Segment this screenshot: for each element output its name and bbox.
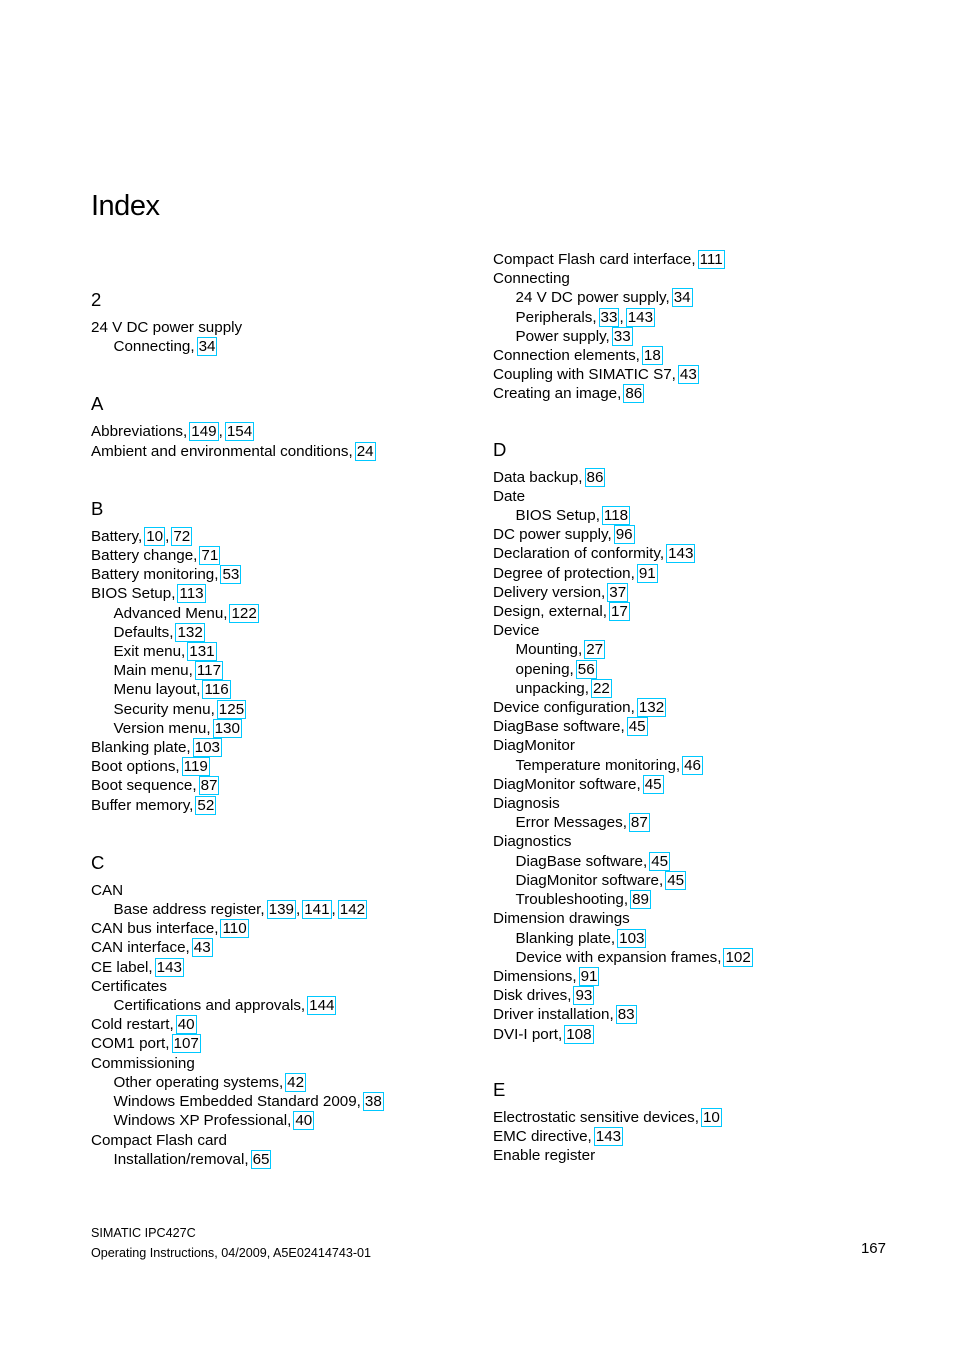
entry-text: DC power supply, (493, 526, 612, 544)
entry-text: Diagnosis (493, 795, 560, 813)
entry-text: DiagMonitor (493, 737, 575, 755)
index-subentry (493, 288, 893, 307)
entry-text: BIOS Setup, (515, 507, 600, 525)
entry-text: Base address register, (113, 901, 265, 919)
entry-text: DiagBase software, (515, 852, 648, 870)
page-link[interactable]: 143 (156, 958, 182, 976)
index-entry (91, 938, 471, 957)
index-column-right (493, 250, 893, 1165)
entry-text: Battery, (91, 527, 143, 545)
entry-text: Power supply, (515, 327, 610, 345)
index-entry (493, 775, 893, 794)
index-entry (493, 621, 893, 640)
index-entry (493, 1146, 893, 1165)
index-entry (493, 1127, 893, 1146)
entry-text: Buffer memory, (91, 796, 194, 814)
entry-text: Security menu, (113, 700, 215, 718)
index-entry (493, 269, 893, 288)
index-entry (493, 583, 893, 602)
page-link[interactable]: 113 (179, 585, 204, 603)
index-subentry (493, 660, 893, 679)
entry-text: Connecting (493, 270, 570, 288)
index-subentry (91, 1092, 471, 1111)
index-subentry (91, 604, 471, 623)
entry-text: DiagMonitor software, (515, 871, 664, 889)
page-link[interactable]: 142 (339, 901, 366, 919)
page-link[interactable]: 10 (702, 1108, 720, 1126)
index-subentry (91, 623, 471, 642)
page-link[interactable]: 86 (625, 385, 643, 403)
entry-text: Driver installation, (493, 1006, 614, 1024)
page-link[interactable]: 91 (638, 564, 656, 582)
entry-text: CAN bus interface, (91, 920, 219, 938)
entry-text: Certifications and approvals, (113, 997, 306, 1015)
page-link[interactable]: 130 (214, 719, 240, 737)
entry-text: Boot options, (91, 758, 180, 776)
entry-text: Connecting, (113, 338, 195, 356)
entry-text: Version menu, (113, 719, 211, 737)
page-link[interactable]: 56 (577, 660, 595, 678)
index-entry (493, 250, 893, 269)
entry-text: CE label, (91, 958, 153, 976)
index-entry (493, 986, 893, 1005)
index-entry (493, 698, 893, 717)
index-entry (493, 487, 893, 506)
entry-text: Battery change, (91, 547, 198, 565)
entry-text: Dimensions, (493, 967, 577, 985)
entry-text: Enable register (493, 1147, 596, 1165)
index-entry (493, 736, 893, 755)
index-subentry (493, 948, 893, 967)
index-subentry (493, 679, 893, 698)
index-subentry (493, 852, 893, 871)
page-link[interactable]: 96 (615, 526, 633, 544)
entry-text: Exit menu, (113, 643, 186, 661)
page-link[interactable]: 117 (196, 662, 222, 680)
entry-text: Error Messages, (515, 814, 627, 832)
page-link[interactable]: 52 (197, 796, 215, 814)
entry-text: Peripherals, (515, 308, 597, 326)
index-entry (91, 1131, 471, 1150)
page-link[interactable]: 86 (586, 468, 604, 486)
index-entry (91, 776, 471, 795)
index-entry (493, 717, 893, 736)
page-link[interactable]: 154 (226, 423, 253, 441)
index-entry (91, 565, 471, 584)
entry-text: Device (493, 622, 540, 640)
page-separator: , (165, 527, 170, 545)
section-letter: A (91, 393, 104, 415)
index-entry (91, 958, 471, 977)
index-subentry (91, 900, 471, 919)
index-entry (91, 422, 471, 441)
index-section-a (91, 386, 471, 460)
entry-text: CAN interface, (91, 939, 190, 957)
page-link[interactable]: 24 (356, 442, 374, 460)
page-link[interactable]: 103 (619, 929, 645, 947)
index-subentry (91, 996, 471, 1015)
section-letter: 2 (91, 289, 102, 310)
entry-text: BIOS Setup, (91, 585, 176, 603)
page-separator: , (619, 308, 624, 326)
page-link[interactable]: 33 (613, 327, 631, 345)
page-title: Index (91, 190, 160, 222)
page-link[interactable]: 83 (617, 1006, 635, 1024)
entry-text: EMC directive, (493, 1127, 592, 1145)
entry-text: Delivery version, (493, 583, 606, 601)
entry-text: Coupling with SIMATIC S7, (493, 366, 676, 384)
index-entry (91, 757, 471, 776)
page-link[interactable]: 108 (566, 1025, 592, 1043)
index-subentry (91, 1073, 471, 1092)
entry-text: Ambient and environmental conditions, (91, 442, 353, 460)
index-section-d (493, 432, 893, 1044)
page-link[interactable]: 103 (194, 739, 220, 757)
entry-text: Mounting, (515, 641, 583, 659)
page-link[interactable]: 93 (575, 987, 593, 1005)
page-link[interactable]: 87 (630, 814, 648, 832)
index-entry (493, 544, 893, 563)
page-link[interactable]: 149 (191, 423, 217, 441)
footer-product: SIMATIC IPC427C (91, 1226, 196, 1240)
page-link[interactable]: 122 (231, 604, 257, 622)
page-link[interactable]: 45 (644, 775, 662, 793)
page-link[interactable]: 119 (183, 758, 208, 776)
index-entry (91, 584, 471, 603)
entry-text: DiagMonitor software, (493, 775, 641, 793)
footer-doc-info: Operating Instructions, 04/2009, A5E02414743-01 (91, 1246, 372, 1260)
entry-text: Cold restart, (91, 1016, 174, 1034)
index-entry (91, 738, 471, 757)
page-link[interactable]: 71 (201, 547, 219, 565)
entry-text: Installation/removal, (113, 1150, 249, 1168)
index-subentry (493, 327, 893, 346)
index-subentry (493, 756, 893, 775)
page-link[interactable]: 89 (632, 891, 649, 909)
entry-text: Other operating systems, (113, 1073, 284, 1091)
entry-text: DVI-I port, (493, 1025, 563, 1043)
index-entry (493, 365, 893, 384)
page-link[interactable]: 43 (679, 366, 697, 384)
index-section-b (91, 491, 471, 815)
page-link[interactable]: 102 (725, 948, 751, 966)
index-subentry (91, 680, 471, 699)
index-column-left (91, 250, 471, 1169)
entry-text: Troubleshooting, (515, 891, 629, 909)
entry-text: Data backup, (493, 468, 583, 486)
entry-text: Windows XP Professional, (113, 1112, 292, 1130)
page-link[interactable]: 53 (222, 566, 240, 584)
page-link[interactable]: 125 (218, 700, 245, 718)
index-subentry (91, 661, 471, 680)
index-entry (493, 967, 893, 986)
page-link[interactable]: 10 (146, 527, 164, 545)
entry-text: Windows Embedded Standard 2009, (113, 1093, 361, 1111)
page-link[interactable]: 65 (252, 1150, 270, 1168)
entry-text: Advanced Menu, (113, 604, 228, 622)
index-entry (91, 1054, 471, 1073)
index-subentry (493, 640, 893, 659)
entry-text: Commissioning (91, 1054, 195, 1072)
index-subentry (91, 700, 471, 719)
page-link[interactable]: 116 (204, 681, 229, 699)
entry-text: Device configuration, (493, 699, 635, 717)
index-entry (91, 1015, 471, 1034)
index-subentry (493, 506, 893, 525)
entry-text: Declaration of conformity, (493, 545, 665, 563)
entry-text: Defaults, (113, 623, 174, 641)
footer (91, 1223, 371, 1263)
index-entry (493, 525, 893, 544)
page-separator: , (295, 901, 301, 919)
index-entry (493, 1025, 893, 1044)
page-link[interactable]: 43 (193, 939, 211, 957)
entry-text: Abbreviations, (91, 423, 188, 441)
page-link[interactable]: 34 (198, 338, 216, 356)
index-entry (493, 832, 893, 851)
index-section-c (91, 845, 471, 1169)
entry-text: Battery monitoring, (91, 566, 219, 584)
index-subentry (91, 1111, 471, 1130)
page-link[interactable]: 143 (668, 545, 694, 563)
index-entry (91, 881, 471, 900)
index-subentry (493, 813, 893, 832)
index-entry (493, 1108, 893, 1127)
index-subentry (493, 890, 893, 909)
page-link[interactable]: 40 (295, 1112, 313, 1130)
page-link[interactable]: 144 (309, 997, 335, 1015)
entry-text: Main menu, (113, 662, 193, 680)
section-letter: D (493, 438, 507, 460)
page-link[interactable]: 72 (173, 527, 191, 545)
entry-text: 24 V DC power supply, (515, 289, 670, 307)
index-entry (91, 527, 471, 546)
index-entry (91, 546, 471, 565)
page-separator: , (331, 901, 336, 919)
page-link[interactable]: 118 (603, 507, 629, 525)
page-link[interactable]: 22 (592, 679, 610, 697)
page-link[interactable]: 46 (684, 756, 702, 774)
index-section-2 (91, 250, 471, 356)
page-link[interactable]: 143 (627, 308, 654, 326)
page-link[interactable]: 33 (600, 308, 618, 326)
page-link[interactable]: 18 (643, 347, 661, 365)
index-subentry (91, 1150, 471, 1169)
entry-text: Compact Flash card (91, 1131, 227, 1149)
index-subentry (493, 308, 893, 327)
page-link[interactable]: 132 (638, 699, 665, 717)
section-letter: B (91, 497, 104, 519)
entry-text: Diagnostics (493, 833, 572, 851)
page-separator: , (218, 423, 223, 441)
entry-text: Certificates (91, 977, 167, 995)
page-link[interactable]: 110 (222, 920, 247, 938)
entry-text: Blanking plate, (91, 739, 191, 757)
index-entry (493, 346, 893, 365)
index-entry (91, 977, 471, 996)
index-entry (91, 1034, 471, 1053)
page-link[interactable]: 40 (177, 1016, 195, 1034)
page-link[interactable]: 45 (667, 871, 685, 889)
index-subentry (493, 929, 893, 948)
index-subentry (91, 337, 471, 356)
page-link[interactable]: 87 (200, 777, 218, 795)
page-link[interactable]: 42 (287, 1073, 305, 1091)
section-letter: E (493, 1078, 506, 1100)
page-link[interactable]: 45 (651, 852, 669, 870)
index-entry (493, 1005, 893, 1024)
page-link[interactable]: 27 (586, 641, 604, 659)
page-link[interactable]: 34 (673, 289, 691, 307)
entry-text: Date (493, 487, 526, 505)
index-entry (493, 794, 893, 813)
entry-text: unpacking, (515, 679, 589, 697)
entry-text: COM1 port, (91, 1035, 170, 1053)
page-link[interactable]: 132 (177, 623, 203, 641)
page-link[interactable]: 107 (173, 1035, 199, 1053)
page-link[interactable]: 38 (364, 1093, 382, 1111)
entry-text: Creating an image, (493, 385, 622, 403)
entry-text: Menu layout, (113, 681, 201, 699)
page-link[interactable]: 91 (580, 967, 598, 985)
entry-text: opening, (515, 660, 574, 678)
entry-text: Degree of protection, (493, 564, 635, 582)
page-link[interactable]: 141 (304, 901, 330, 919)
index-section-e (493, 1072, 893, 1166)
entry-text: CAN (91, 881, 124, 899)
entry-text: Disk drives, (493, 987, 572, 1005)
page-link[interactable]: 17 (610, 603, 628, 621)
entry-text: Boot sequence, (91, 777, 197, 795)
entry-text: Blanking plate, (515, 929, 616, 947)
index-entry (493, 384, 893, 403)
entry-text: Design, external, (493, 603, 607, 621)
page-link[interactable]: 131 (189, 643, 215, 661)
entry-text: Electrostatic sensitive devices, (493, 1108, 699, 1126)
index-subentry (91, 719, 471, 738)
entry-text: Connection elements, (493, 347, 640, 365)
entry-text: 24 V DC power supply (91, 319, 243, 336)
index-section-continued (493, 250, 893, 404)
index-subentry (493, 871, 893, 890)
page-link[interactable]: 143 (595, 1127, 622, 1145)
entry-text: DiagBase software, (493, 718, 625, 736)
section-letter: C (91, 851, 105, 873)
index-entry (91, 318, 471, 337)
index-entry (493, 909, 893, 928)
entry-text: Temperature monitoring, (515, 756, 681, 774)
index-entry (493, 468, 893, 487)
index-subentry (91, 642, 471, 661)
index-entry (493, 564, 893, 583)
page-link[interactable]: 37 (609, 583, 627, 601)
entry-text: Device with expansion frames, (515, 948, 722, 966)
page-link[interactable]: 139 (268, 901, 294, 919)
page-link[interactable]: 45 (628, 718, 646, 736)
entry-text: Dimension drawings (493, 910, 630, 928)
page-number: 167 (860, 1240, 886, 1257)
entry-text: Compact Flash card interface, (493, 251, 696, 268)
index-entry (91, 919, 471, 938)
page-link[interactable]: 111 (699, 251, 723, 268)
index-entry (91, 442, 471, 461)
index-entry (493, 602, 893, 621)
index-entry (91, 796, 471, 815)
